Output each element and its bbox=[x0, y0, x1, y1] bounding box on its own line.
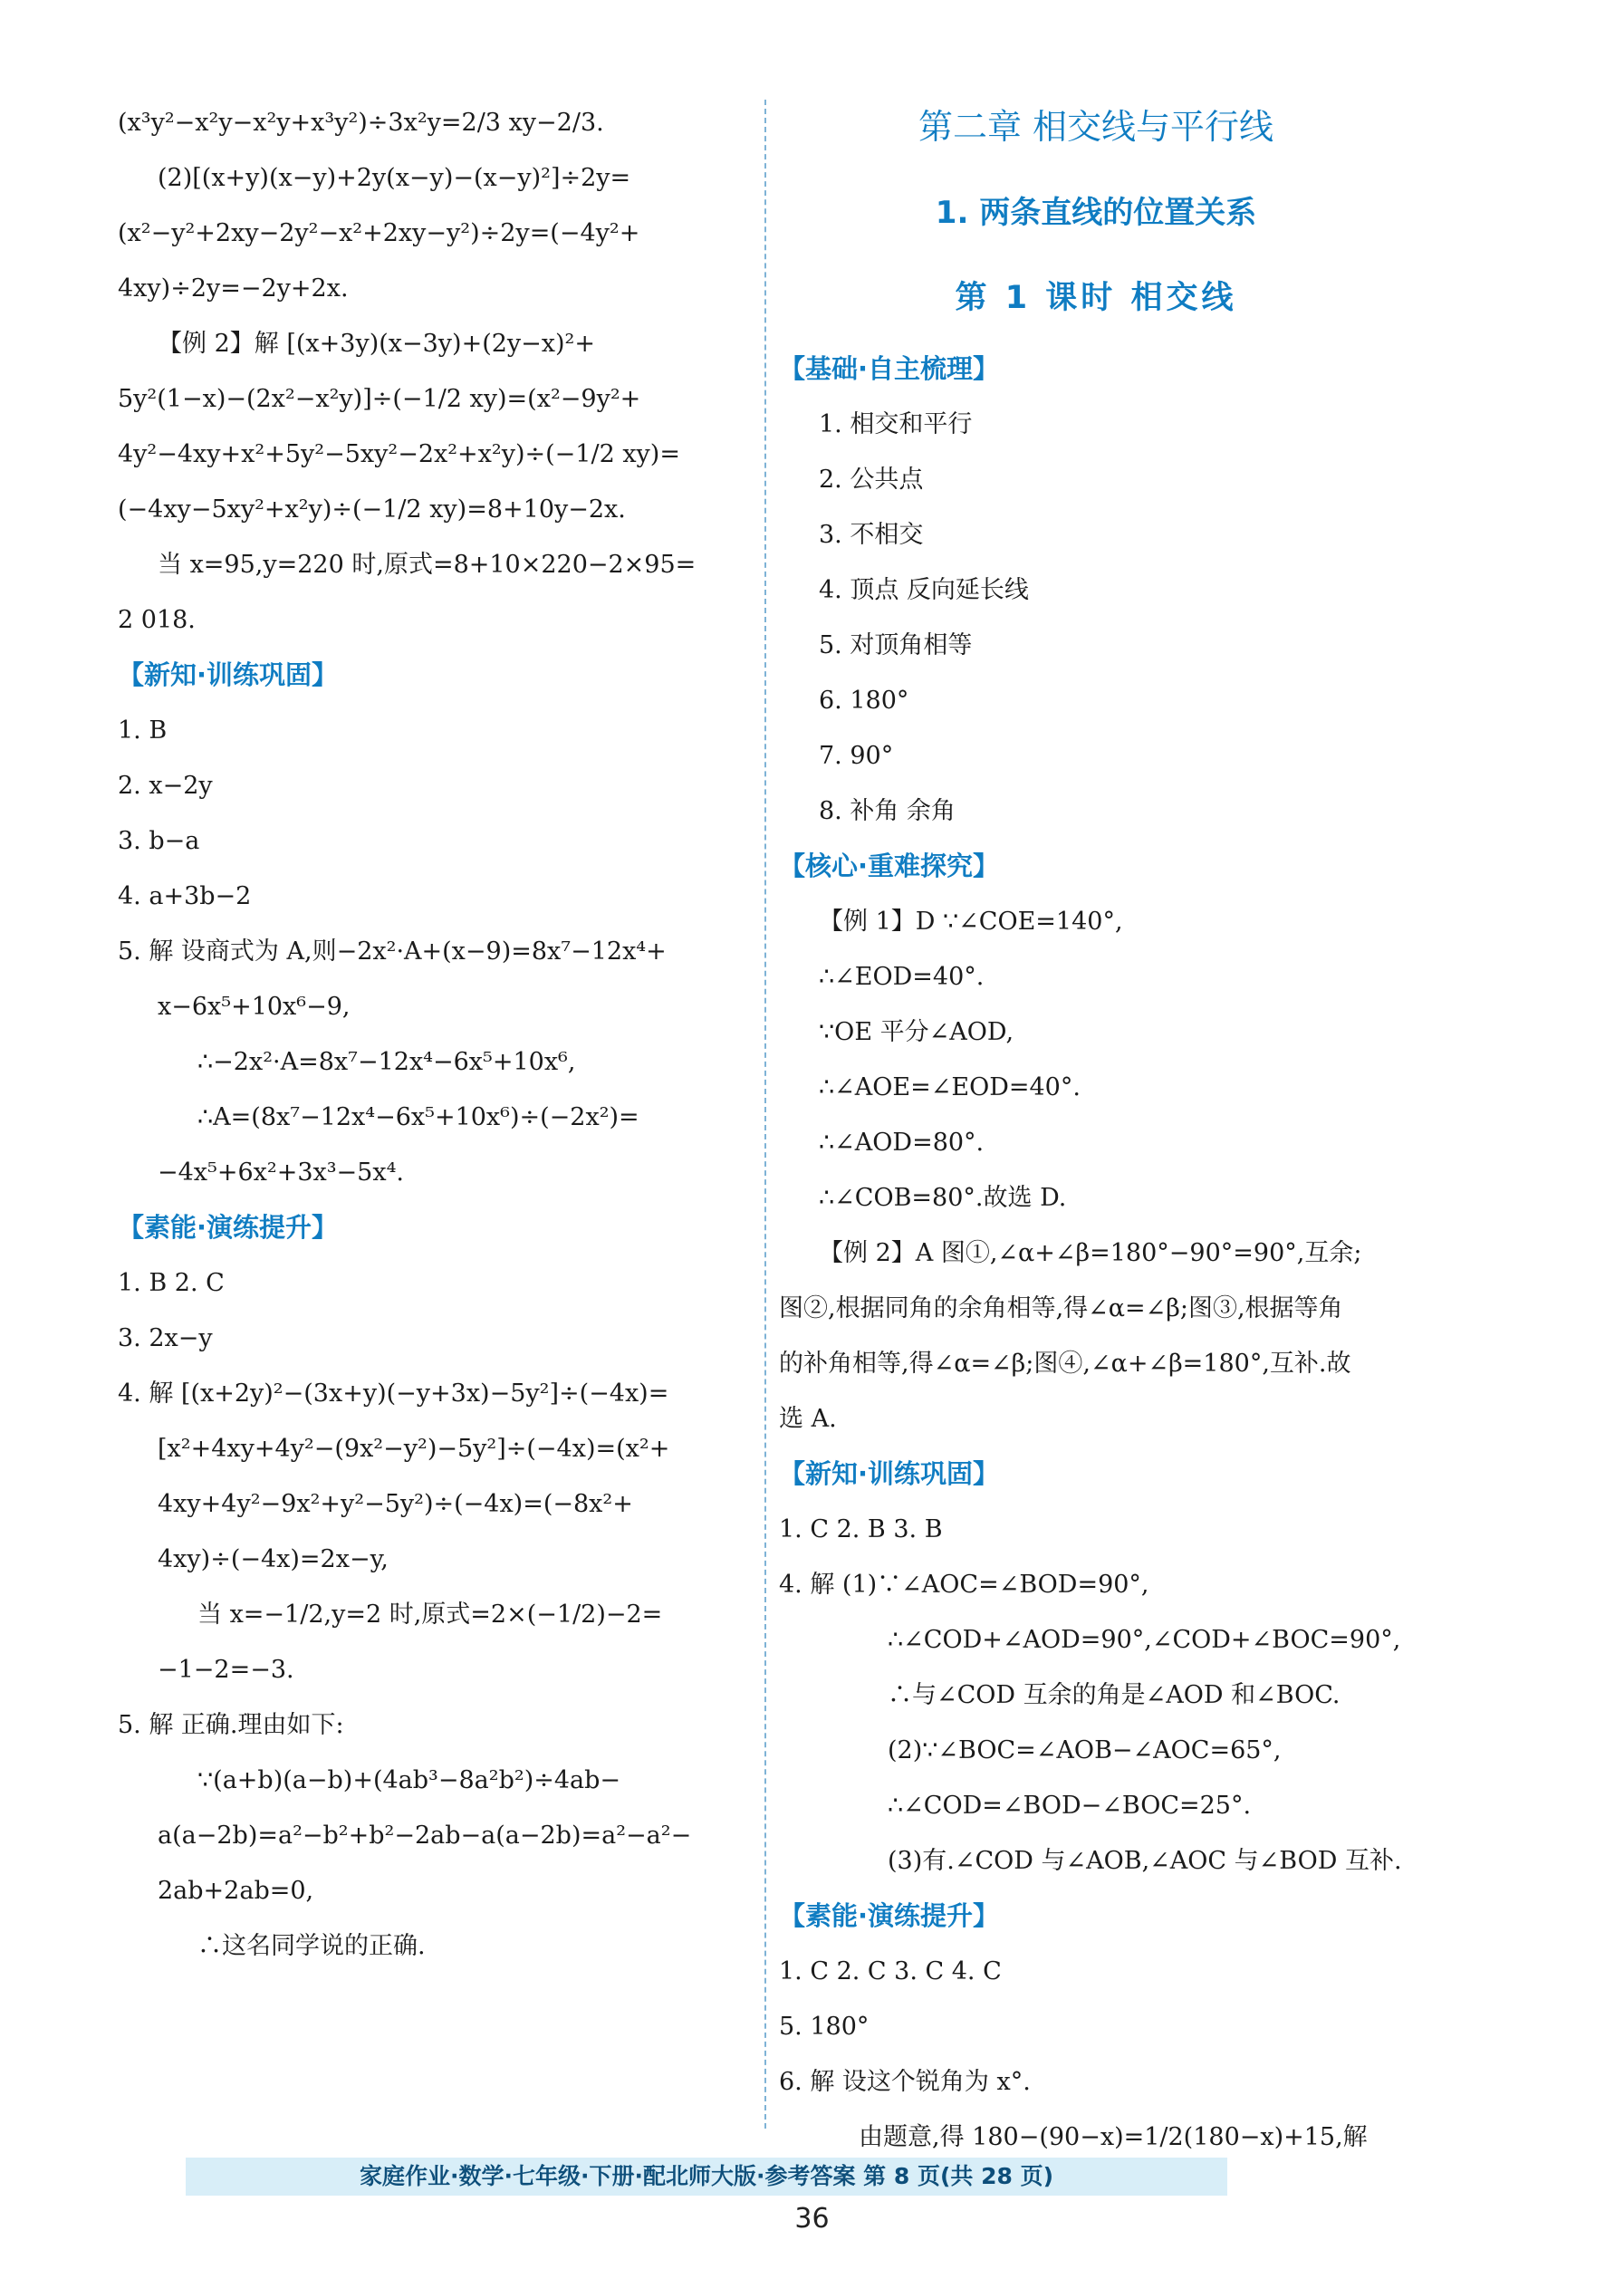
answer-line: 3. 2x−y bbox=[118, 1324, 213, 1352]
answer-line: 6. 180° bbox=[819, 687, 909, 715]
answer-line: 1. C 2. C 3. C 4. C bbox=[779, 1957, 1002, 1985]
answer-line: 5. 解 设商式为 A,则−2x²·A+(x−9)=8x⁷−12x⁴+ bbox=[118, 937, 667, 966]
text-line: (x³y²−x²y−x²y+x³y²)÷3x²y=2/3 xy−2/3. bbox=[118, 109, 604, 137]
answer-line: 1. B 2. C bbox=[118, 1269, 225, 1297]
text-line: [x²+4xy+4y²−(9x²−y²)−5y²]÷(−4x)=(x²+ bbox=[158, 1435, 670, 1463]
text-line: ∴∠AOE=∠EOD=40°. bbox=[819, 1073, 1081, 1101]
text-line: 5y²(1−x)−(2x²−x²y)]÷(−1/2 xy)=(x²−9y²+ bbox=[118, 385, 641, 413]
text-line: 的补角相等,得∠α=∠β;图④,∠α+∠β=180°,互补.故 bbox=[779, 1350, 1351, 1378]
text-line: 选 A. bbox=[779, 1405, 837, 1433]
answer-line: 5. 180° bbox=[779, 2013, 870, 2041]
answer-line: 3. 不相交 bbox=[819, 521, 924, 549]
answer-line: 1. 相交和平行 bbox=[819, 410, 973, 438]
text-line: 2ab+2ab=0, bbox=[158, 1877, 314, 1905]
text-line: ∴这名同学说的正确. bbox=[197, 1932, 426, 1960]
answer-line: 8. 补角 余角 bbox=[819, 797, 956, 825]
text-line: ∴A=(8x⁷−12x⁴−6x⁵+10x⁶)÷(−2x²)= bbox=[197, 1103, 639, 1131]
text-line: 图②,根据同角的余角相等,得∠α=∠β;图③,根据等角 bbox=[779, 1294, 1343, 1322]
text-line: (x²−y²+2xy−2y²−x²+2xy−y²)÷2y=(−4y²+ bbox=[118, 219, 640, 247]
page-number: 36 bbox=[794, 2203, 830, 2235]
text-line: (2)∵∠BOC=∠AOB−∠AOC=65°, bbox=[888, 1736, 1282, 1764]
answer-line: 1. C 2. B 3. B bbox=[779, 1515, 943, 1543]
text-line: ∴∠COB=80°.故选 D. bbox=[819, 1184, 1067, 1212]
text-line: 4xy+4y²−9x²+y²−5y²)÷(−4x)=(−8x²+ bbox=[158, 1490, 633, 1518]
text-line: ∵(a+b)(a−b)+(4ab³−8a²b²)÷4ab− bbox=[197, 1766, 621, 1794]
text-line: ∴∠COD+∠AOD=90°,∠COD+∠BOC=90°, bbox=[888, 1626, 1401, 1654]
lesson-title: 第 1 课时 相交线 bbox=[955, 280, 1237, 316]
answer-line: 2. 公共点 bbox=[819, 466, 924, 494]
column-divider bbox=[764, 100, 766, 2129]
answer-line: 4. 解 (1)∵∠AOC=∠BOD=90°, bbox=[779, 1571, 1149, 1599]
section-heading: 【新知·训练巩固】 bbox=[118, 659, 339, 690]
answer-line: 3. b−a bbox=[118, 827, 200, 855]
example-line: 【例 2】A 图①,∠α+∠β=180°−90°=90°,互余; bbox=[819, 1239, 1362, 1267]
section-heading: 【素能·演练提升】 bbox=[779, 1900, 1000, 1931]
text-line: −4x⁵+6x²+3x³−5x⁴. bbox=[158, 1158, 404, 1187]
text-line: (2)[(x+y)(x−y)+2y(x−y)−(x−y)²]÷2y= bbox=[158, 164, 631, 192]
answer-line: 1. B bbox=[118, 716, 168, 745]
text-line: 当 x=95,y=220 时,原式=8+10×220−2×95= bbox=[158, 551, 697, 579]
answer-line: 5. 解 正确.理由如下: bbox=[118, 1711, 344, 1739]
answer-line: 6. 解 设这个锐角为 x°. bbox=[779, 2068, 1031, 2096]
text-line: a(a−2b)=a²−b²+b²−2ab−a(a−2b)=a²−a²− bbox=[158, 1822, 692, 1850]
section-heading: 【新知·训练巩固】 bbox=[779, 1458, 1000, 1489]
text-line: 当 x=−1/2,y=2 时,原式=2×(−1/2)−2= bbox=[197, 1601, 663, 1629]
section-title: 1. 两条直线的位置关系 bbox=[935, 195, 1257, 231]
text-line: 2 018. bbox=[118, 606, 196, 634]
text-line: −1−2=−3. bbox=[158, 1656, 294, 1684]
text-line: ∴−2x²·A=8x⁷−12x⁴−6x⁵+10x⁶, bbox=[197, 1048, 576, 1076]
example-line: 【例 2】解 [(x+3y)(x−3y)+(2y−x)²+ bbox=[158, 330, 595, 358]
right-column bbox=[779, 95, 1413, 2165]
left-column bbox=[118, 95, 752, 1974]
answer-line: 7. 90° bbox=[819, 742, 894, 770]
answer-line: 2. x−2y bbox=[118, 772, 213, 800]
footer-banner: 家庭作业·数学·七年级·下册·配北师大版·参考答案 第 8 页(共 28 页) bbox=[186, 2158, 1227, 2196]
example-line: 【例 1】D ∵∠COE=140°, bbox=[819, 908, 1123, 936]
text-line: x−6x⁵+10x⁶−9, bbox=[158, 993, 351, 1021]
answer-line: 4. 解 [(x+2y)²−(3x+y)(−y+3x)−5y²]÷(−4x)= bbox=[118, 1380, 669, 1408]
text-line: (−4xy−5xy²+x²y)÷(−1/2 xy)=8+10y−2x. bbox=[118, 495, 626, 524]
text-line: ∵OE 平分∠AOD, bbox=[819, 1018, 1014, 1046]
section-heading: 【素能·演练提升】 bbox=[118, 1212, 339, 1243]
answer-line: 4. a+3b−2 bbox=[118, 882, 252, 910]
section-heading: 【核心·重难探究】 bbox=[779, 851, 1000, 881]
text-line: 4xy)÷(−4x)=2x−y, bbox=[158, 1545, 389, 1573]
text-line: 由题意,得 180−(90−x)=1/2(180−x)+15,解 bbox=[859, 2123, 1368, 2151]
answer-line: 4. 顶点 反向延长线 bbox=[819, 576, 1029, 604]
chapter-title: 第二章 相交线与平行线 bbox=[918, 107, 1274, 147]
text-line: 4y²−4xy+x²+5y²−5xy²−2x²+x²y)÷(−1/2 xy)= bbox=[118, 440, 680, 468]
text-line: (3)有.∠COD 与∠AOB,∠AOC 与∠BOD 互补. bbox=[888, 1847, 1402, 1875]
section-heading: 【基础·自主梳理】 bbox=[779, 353, 1000, 384]
answer-line: 5. 对顶角相等 bbox=[819, 631, 973, 659]
text-line: ∴与∠COD 互余的角是∠AOD 和∠BOC. bbox=[888, 1681, 1341, 1709]
text-line: ∴∠AOD=80°. bbox=[819, 1129, 985, 1157]
text-line: ∴∠EOD=40°. bbox=[819, 963, 985, 991]
text-line: 4xy)÷2y=−2y+2x. bbox=[118, 274, 349, 303]
text-line: ∴∠COD=∠BOD−∠BOC=25°. bbox=[888, 1792, 1252, 1820]
